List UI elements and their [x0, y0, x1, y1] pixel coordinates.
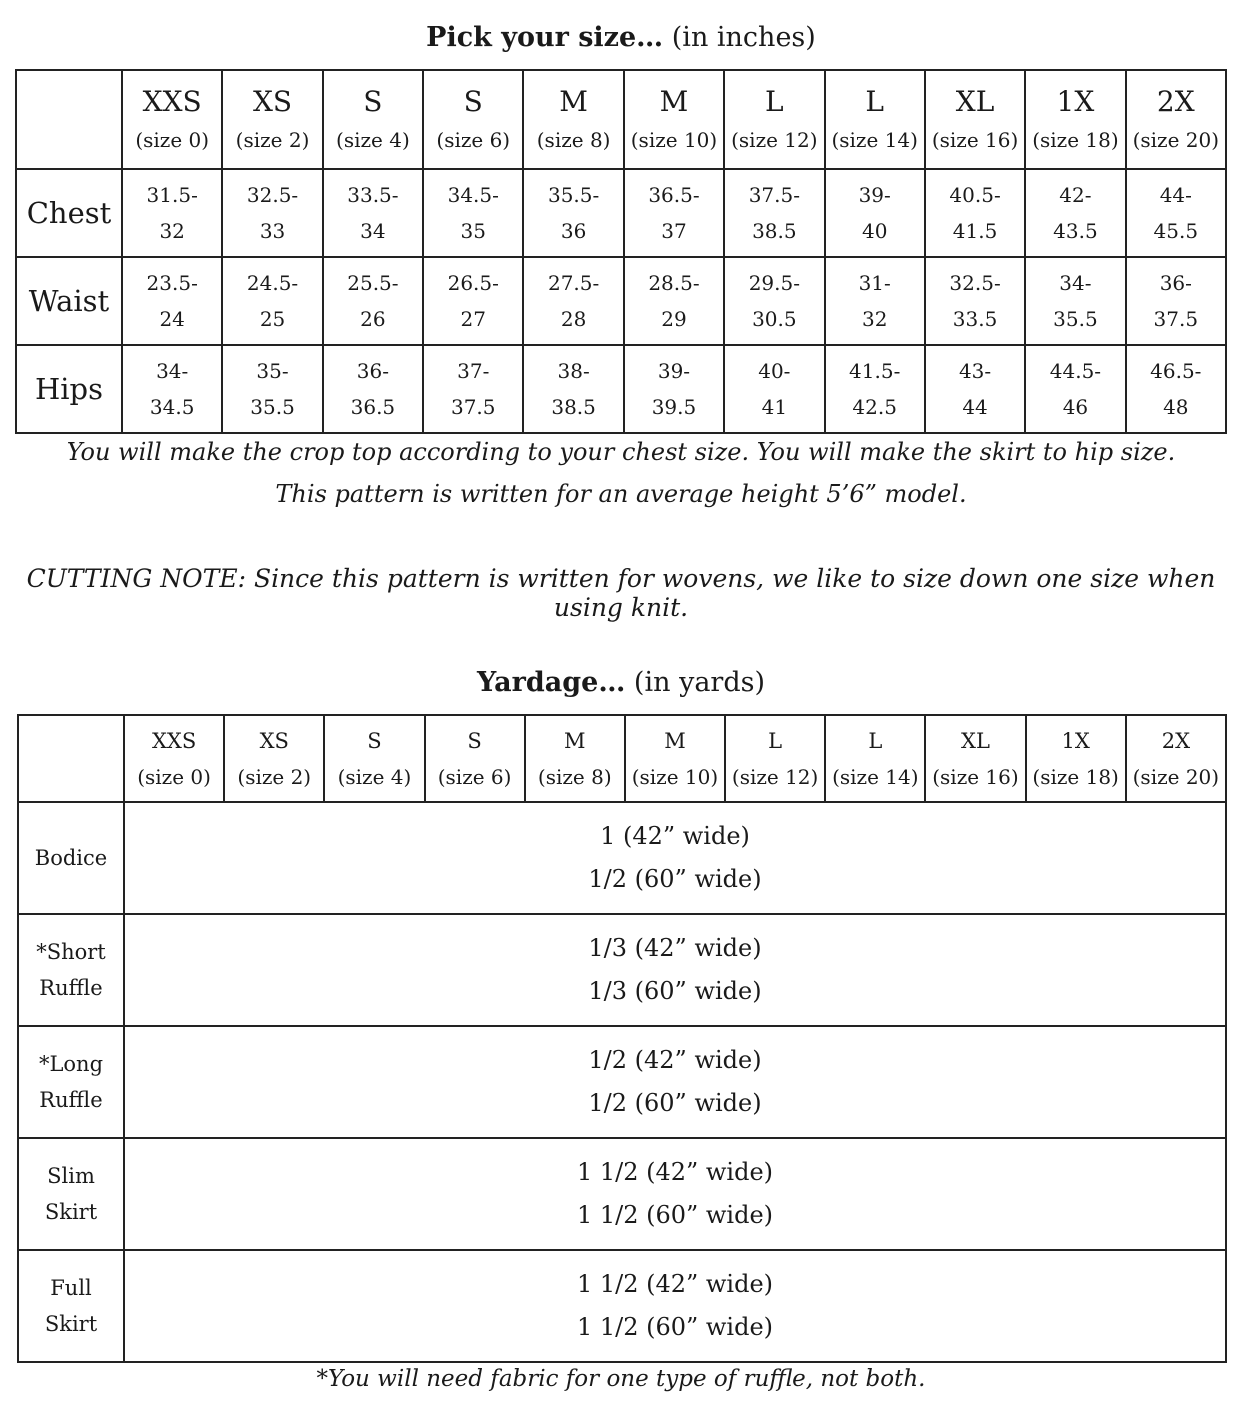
size-number: (size 12) [731, 764, 819, 789]
measurement-value: 40- 41 [724, 345, 824, 433]
yardage-row [18, 1026, 1226, 1138]
size-number: (size 14) [831, 127, 918, 152]
yardage-header-row [18, 715, 1226, 802]
yardage-header-cell [1026, 715, 1126, 802]
measurement-label: Waist [16, 257, 122, 345]
size-label: XL [955, 84, 995, 118]
measurement-value: 36- 36.5 [323, 345, 423, 433]
measurement-value: 25.5- 26 [323, 257, 423, 345]
chest-hip-note: You will make the crop top according to your chest size. You will make the skirt to hip size. [66, 438, 1176, 466]
size-number: (size 6) [437, 764, 512, 789]
yardage-title: Yardage… (in yards) [477, 667, 765, 698]
piece-label: *Long Ruffle [18, 1026, 124, 1138]
size-label: L [868, 728, 883, 753]
measurement-value: 39- 40 [825, 169, 925, 257]
measurement-value: 31.5- 32 [122, 169, 222, 257]
yardage-row [18, 1138, 1226, 1250]
yardage-row [18, 914, 1226, 1026]
measurement-value: 46.5- 48 [1126, 345, 1226, 433]
piece-label: Full Skirt [18, 1250, 124, 1362]
measurement-label: Hips [16, 345, 122, 433]
yardage-row [18, 802, 1226, 914]
measurement-label: Chest [16, 169, 122, 257]
measurement-value: 31- 32 [825, 257, 925, 345]
measurement-value: 37- 37.5 [423, 345, 523, 433]
measurement-value: 35- 35.5 [222, 345, 322, 433]
yardage-header-cell [825, 715, 925, 802]
measurement-value: 36.5- 37 [624, 169, 724, 257]
yardage-amount: 1/2 (42” wide) 1/2 (60” wide) [124, 1026, 1226, 1138]
size-number: (size 18) [1032, 127, 1119, 152]
size-label: XXS [151, 728, 197, 753]
yardage-header-cell [124, 715, 224, 802]
size-label: XS [252, 84, 293, 118]
measurement-value: 26.5- 27 [423, 257, 523, 345]
yardage-header-cell [625, 715, 725, 802]
size-header-cell [423, 70, 523, 169]
size-label: M [659, 84, 689, 118]
size-number: (size 2) [235, 127, 310, 152]
size-header-cell [925, 70, 1025, 169]
measurement-value: 34.5- 35 [423, 169, 523, 257]
measurement-value: 39- 39.5 [624, 345, 724, 433]
measurement-value: 44.5- 46 [1025, 345, 1125, 433]
size-header-cell [323, 70, 423, 169]
measurement-value: 33.5- 34 [323, 169, 423, 257]
size-number: (size 0) [135, 127, 210, 152]
size-label: M [564, 728, 586, 753]
measurement-row [16, 257, 1226, 345]
size-label: S [467, 728, 482, 753]
measurement-value: 34- 35.5 [1025, 257, 1125, 345]
piece-label: Slim Skirt [18, 1138, 124, 1250]
measurement-value: 34- 34.5 [122, 345, 222, 433]
size-header-row [16, 70, 1226, 169]
measurement-row [16, 169, 1226, 257]
size-number: (size 4) [337, 764, 412, 789]
yardage-row [18, 1250, 1226, 1362]
measurement-value: 36- 37.5 [1126, 257, 1226, 345]
size-label: 1X [1061, 728, 1090, 753]
measurement-value: 37.5- 38.5 [724, 169, 824, 257]
size-label: XL [961, 728, 990, 753]
yardage-amount: 1 1/2 (42” wide) 1 1/2 (60” wide) [124, 1138, 1226, 1250]
yardage-header-cell [425, 715, 525, 802]
size-number: (size 20) [1132, 764, 1220, 789]
corner-cell [16, 70, 122, 169]
size-label: 2X [1161, 728, 1191, 753]
measurement-value: 38- 38.5 [523, 345, 623, 433]
measurement-value: 43- 44 [925, 345, 1025, 433]
size-header-cell [1025, 70, 1125, 169]
measurement-value: 29.5- 30.5 [724, 257, 824, 345]
size-number: (size 16) [932, 764, 1019, 789]
yardage-header-cell [725, 715, 825, 802]
size-number: (size 8) [536, 127, 611, 152]
size-number: (size 16) [931, 127, 1019, 152]
size-label: S [463, 84, 483, 118]
size-label: 2X [1156, 84, 1195, 118]
size-number: (size 6) [436, 127, 511, 152]
size-label: L [768, 728, 783, 753]
size-number: (size 0) [137, 764, 211, 789]
size-header-cell [624, 70, 724, 169]
size-header-cell [122, 70, 222, 169]
corner-cell [18, 715, 124, 802]
yardage-table [17, 714, 1227, 1363]
size-number: (size 10) [631, 764, 719, 789]
height-note: This pattern is written for an average height 5’6” model. [275, 480, 967, 508]
size-number: (size 14) [832, 764, 919, 789]
size-label: M [664, 728, 686, 753]
piece-label: *Short Ruffle [18, 914, 124, 1026]
yardage-header-cell [1126, 715, 1226, 802]
size-header-cell [724, 70, 824, 169]
size-label: S [367, 728, 382, 753]
size-label: L [765, 84, 784, 118]
measurement-value: 24.5- 25 [222, 257, 322, 345]
measurement-value: 44- 45.5 [1126, 169, 1226, 257]
measurement-value: 40.5- 41.5 [925, 169, 1025, 257]
measurement-value: 23.5- 24 [122, 257, 222, 345]
size-label: XXS [142, 84, 202, 118]
size-header-cell [523, 70, 623, 169]
size-number: (size 20) [1132, 127, 1220, 152]
measurement-value: 41.5- 42.5 [825, 345, 925, 433]
size-label: M [559, 84, 588, 118]
ruffle-footnote: *You will need fabric for one type of ruffle, not both. [316, 1366, 926, 1392]
yardage-header-cell [525, 715, 625, 802]
piece-label: Bodice [18, 802, 124, 914]
yardage-header-cell [224, 715, 324, 802]
size-number: (size 2) [237, 764, 312, 789]
size-number: (size 10) [630, 127, 718, 152]
size-number: (size 8) [537, 764, 612, 789]
size-header-cell [1126, 70, 1226, 169]
yardage-amount: 1/3 (42” wide) 1/3 (60” wide) [124, 914, 1226, 1026]
measurement-row [16, 345, 1226, 433]
size-header-cell [825, 70, 925, 169]
yardage-amount: 1 1/2 (42” wide) 1 1/2 (60” wide) [124, 1250, 1226, 1362]
size-number: (size 12) [731, 127, 818, 152]
measurement-value: 42- 43.5 [1025, 169, 1125, 257]
size-label: 1X [1056, 84, 1095, 118]
size-chart-title: Pick your size… (in inches) [426, 22, 816, 53]
size-header-cell [222, 70, 322, 169]
measurement-value: 32.5- 33 [222, 169, 322, 257]
yardage-header-cell [324, 715, 424, 802]
size-label: L [865, 84, 884, 118]
measurement-value: 32.5- 33.5 [925, 257, 1025, 345]
yardage-amount: 1 (42” wide) 1/2 (60” wide) [124, 802, 1226, 914]
yardage-header-cell [925, 715, 1025, 802]
size-number: (size 4) [336, 127, 410, 152]
size-number: (size 18) [1032, 764, 1119, 789]
size-chart-table [15, 69, 1227, 434]
cutting-note: CUTTING NOTE: Since this pattern is written for wovens, we like to size down one size when using knit. [26, 564, 1216, 622]
measurement-value: 28.5- 29 [624, 257, 724, 345]
measurement-value: 27.5- 28 [523, 257, 623, 345]
size-label: S [363, 84, 383, 118]
size-label: XS [259, 728, 289, 753]
measurement-value: 35.5- 36 [523, 169, 623, 257]
